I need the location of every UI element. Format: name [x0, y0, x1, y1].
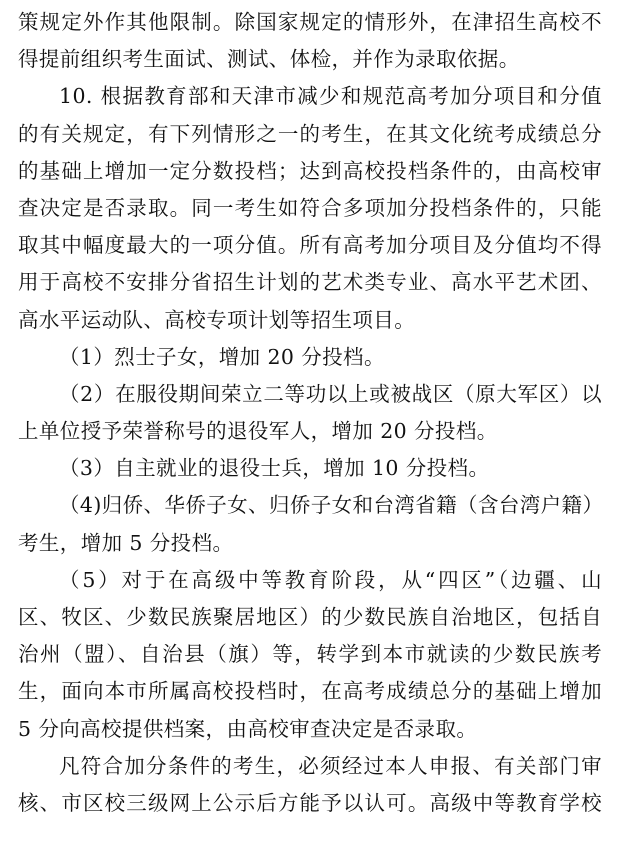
text-line: 区、牧区、少数民族聚居地区）的少数民族自治地区，包括自 — [18, 605, 602, 629]
document-body-text — [18, 4, 602, 822]
text-line: 凡符合加分条件的考生，必须经过本人申报、有关部门审 — [59, 753, 602, 778]
text-line: 核、市区校三级网上公示后方能予以认可。高级中等教育学校 — [18, 790, 602, 815]
text-line: 的有关规定，有下列情形之一的考生，在其文化统考成绩总分 — [18, 121, 602, 146]
text-line: （4)归侨、华侨子女、归侨子女和台湾省籍（含台湾户籍） — [59, 493, 604, 518]
text-line: 策规定外作其他限制。除国家规定的情形外，在津招生高校不 — [18, 10, 602, 34]
text-line: 10. 根据教育部和天津市减少和规范高考加分项目和分值 — [59, 84, 602, 109]
text-line: （2）在服役期间荣立二等功以上或被战区（原大军区）以 — [59, 381, 602, 406]
document-page — [18, 4, 602, 822]
text-line: 的基础上增加一定分数投档；达到高校投档条件的，由高校审 — [18, 158, 602, 183]
text-line: （3）自主就业的退役士兵，增加 10 分投档。 — [59, 456, 490, 481]
text-line: 得提前组织考生面试、测试、体检，并作为录取依据。 — [18, 47, 520, 72]
text-line: 考生，增加 5 分投档。 — [18, 530, 234, 555]
text-line: 5 分向高校提供档案，由高校审查决定是否录取。 — [18, 716, 478, 741]
text-line: 查决定是否录取。同一考生如符合多项加分投档条件的，只能 — [18, 195, 602, 220]
text-line: 高水平运动队、高校专项计划等招生项目。 — [18, 307, 416, 332]
text-line: 生，面向本市所属高校投档时，在高考成绩总分的基础上增加 — [18, 679, 602, 704]
text-line: （1）烈士子女，增加 20 分投档。 — [59, 344, 385, 369]
text-line: 治州（盟）、自治县（旗）等，转学到本市就读的少数民族考 — [18, 642, 602, 667]
text-line: 用于高校不安排分省招生计划的艺术类专业、高水平艺术团、 — [18, 270, 602, 295]
text-line: 取其中幅度最大的一项分值。所有高考加分项目及分值均不得 — [18, 233, 602, 258]
text-line: （5）对于在高级中等教育阶段，从“四区”（边疆、山 — [59, 567, 602, 592]
text-line: 上单位授予荣誉称号的退役军人，增加 20 分投档。 — [18, 419, 498, 444]
